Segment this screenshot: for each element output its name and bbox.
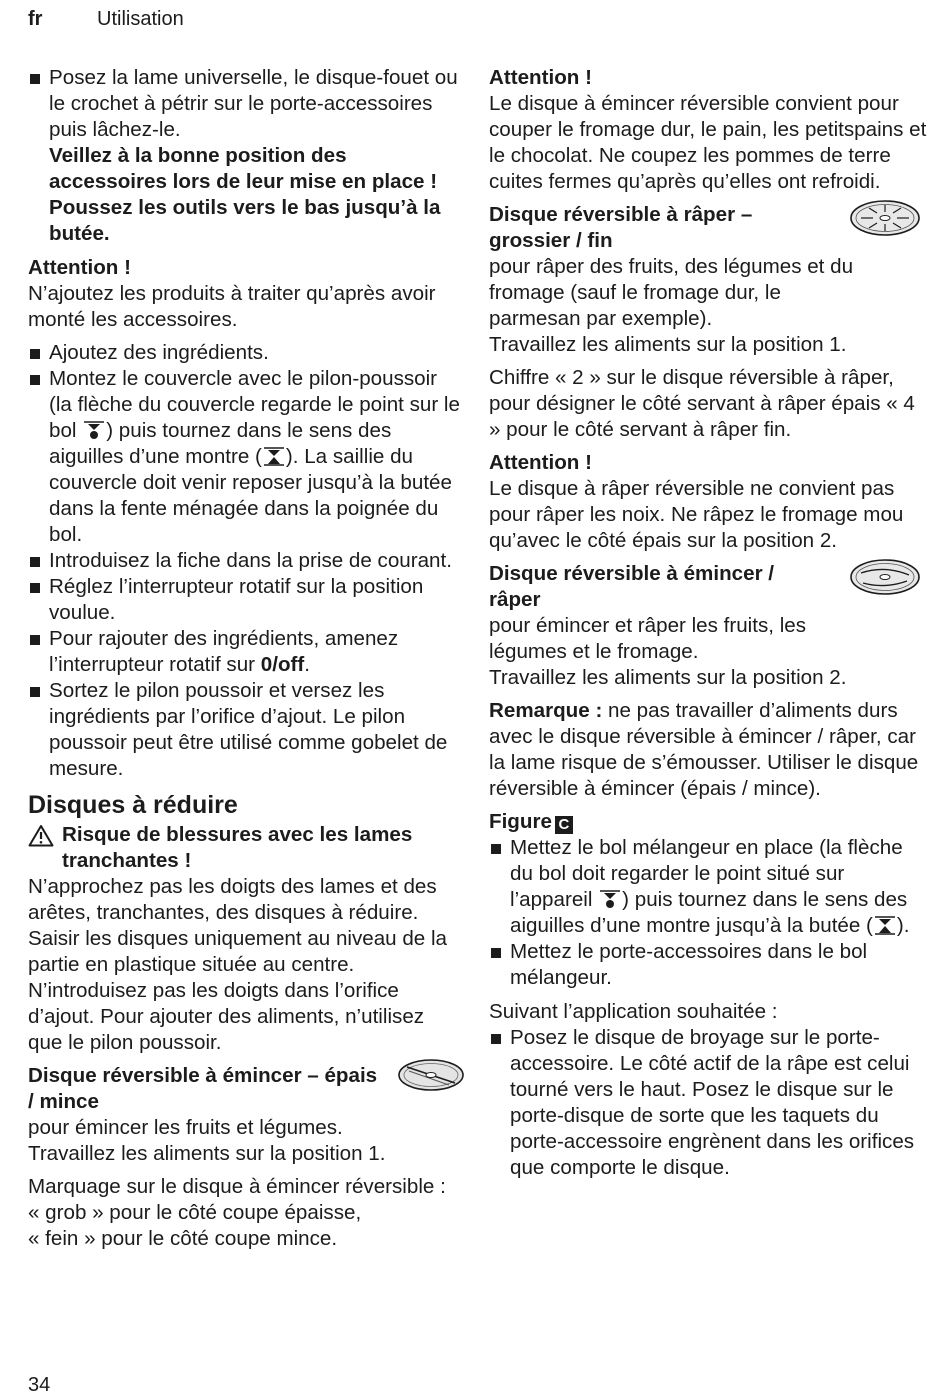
step-text: ) puis tournez dans le sens des aiguilles d’une montre jusqu’à la butée ( [510, 888, 908, 937]
step-text: Posez le disque de broyage sur le porte-accessoire. Le côté actif de la râpe est celui tourné vers le haut. Posez le disque sur le porte-disque de sorte que les taquets du porte-accessoire engrènent dans les orifices que comporte le disque. [510, 1026, 915, 1179]
assembly-steps-list [28, 65, 463, 247]
switch-position-off: 0/off [260, 653, 305, 676]
disc1-usage: pour émincer les fruits et légumes. [28, 1116, 343, 1139]
step-text: Ajoutez des ingrédients. [49, 341, 269, 364]
figure-letter-badge: C [555, 816, 573, 834]
list-item [28, 366, 463, 548]
section-title: Utilisation [97, 8, 184, 30]
disc1-section [28, 1063, 463, 1167]
slice-grate-disc-icon [849, 557, 921, 597]
step-text: Introduisez la fiche dans la prise de courant. [49, 549, 452, 572]
list-item [28, 340, 463, 366]
marking-thick: « grob » pour le côté coupe épaisse, [28, 1201, 362, 1224]
disc2-title: Disque réversible à râper – grossier / fin [489, 203, 753, 252]
step-text: Mettez le bol mélangeur en place (la flèche du bol doit regarder le point situé sur l’appareil [510, 836, 903, 911]
marking-intro: Marquage sur le disque à émincer réversible : [28, 1175, 446, 1198]
step-text: Sortez le pilon poussoir et versez les ingrédients par l’orifice d’ajout. Le pilon poussoir peut être utilisé comme gobelet de mesure. [49, 679, 448, 780]
step-text: Réglez l’interrupteur rotatif sur la position voulue. [49, 575, 424, 624]
arrow-to-dot-icon [83, 420, 105, 440]
page-header [28, 6, 184, 32]
grating-disc-icon [849, 198, 921, 238]
arrow-to-stop-icon [263, 446, 285, 466]
grater-numbering-text: Chiffre « 2 » sur le disque réversible à râper, pour désigner le côté servant à râper épais « 4 » pour le côté servant à râper fin. [489, 366, 915, 441]
disc2-usage: pour râper des fruits, des légumes et du fromage (sauf le fromage dur, le parmesan par exemple). [489, 255, 854, 330]
step-text: ). La saillie du couvercle doit venir reposer jusqu’à la butée dans la fente ménagée dans la poignée du bol. [49, 445, 452, 546]
application-steps-list [489, 1025, 929, 1181]
attention-text: Le disque à râper réversible ne convient pas pour râper les noix. Ne râpez le fromage mou qu’avec le côté épais sur la position 2. [489, 477, 904, 552]
list-item [28, 626, 463, 678]
left-column [28, 65, 463, 1252]
disc2-position: Travaillez les aliments sur la position 1. [489, 333, 847, 356]
usage-steps-list [28, 340, 463, 782]
disc1-position: Travaillez les aliments sur la position 1. [28, 1142, 386, 1165]
remark-text: ne pas travailler d’aliments durs avec le disque réversible à émincer / râper, car la lame risque de s’émousser. Utiliser le disque réversible à émincer (épais / mince). [489, 699, 919, 800]
figure-label-text: Figure [489, 810, 552, 833]
attention-label: Attention ! [489, 66, 592, 89]
slicing-disc-icon [397, 1057, 465, 1093]
step-text: . [304, 653, 310, 676]
language-code: fr [28, 8, 43, 30]
list-item [28, 678, 463, 782]
step-emphasis: Veillez à la bonne position des accessoires lors de leur mise en place ! Poussez les outils vers le bas jusqu’à la butée. [49, 144, 441, 245]
marking-thin: « fein » pour le côté coupe mince. [28, 1227, 338, 1250]
disc3-title: Disque réversible à émincer / râper [489, 562, 775, 611]
warning-triangle-icon [28, 824, 54, 847]
list-item [28, 65, 463, 247]
step-text: Montez le couvercle avec le pilon-poussoir (la flèche du couvercle regarde le point sur le bol [49, 367, 460, 442]
remark-paragraph [489, 698, 929, 802]
list-item [489, 939, 929, 991]
step-text: ) puis tournez dans le sens des aiguilles d’une montre ( [49, 419, 392, 468]
page-number: 34 [28, 1374, 51, 1396]
disc3-usage: pour émincer et râper les fruits, les légumes et le fromage. [489, 614, 807, 663]
figure-label [489, 809, 929, 835]
section-heading: Disques à réduire [28, 791, 238, 819]
right-column [489, 65, 929, 1189]
remark-label: Remarque : [489, 699, 603, 722]
step-text: Posez la lame universelle, le disque-fouet ou le crochet à pétrir sur le porte-accessoires puis lâchez-le. [49, 66, 458, 141]
attention-label: Attention ! [28, 256, 131, 279]
disc2-section [489, 202, 929, 358]
attention-text: N’ajoutez les produits à traiter qu’après avoir monté les accessoires. [28, 282, 436, 331]
warning-text: N’approchez pas les doigts des lames et des arêtes, tranchantes, des disques à réduire. Saisir les disques uniquement au niveau de la partie en plastique située au centre. N’introduisez pas les doigts dans l’orifice d’ajout. Pour ajouter des aliments, n’utilisez que le pilon poussoir. [28, 875, 448, 1054]
arrow-to-stop-icon [874, 915, 896, 935]
arrow-to-dot-icon [599, 889, 621, 909]
list-item [489, 1025, 929, 1181]
warning-title-text: Risque de blessures avec les lames tranchantes ! [62, 823, 413, 872]
list-item [28, 548, 463, 574]
list-item [489, 835, 929, 939]
step-text: Pour rajouter des ingrédients, amenez l’interrupteur rotatif sur [49, 627, 399, 676]
attention-text: Le disque à émincer réversible convient pour couper le fromage dur, le pain, les petitspains et le chocolat. Ne coupez les pommes de terre cuites fermes qu’après qu’elles ont refroidi. [489, 92, 927, 193]
list-item [28, 574, 463, 626]
disc1-title: Disque réversible à émincer – épais / mince [28, 1064, 378, 1113]
application-intro: Suivant l’application souhaitée : [489, 1000, 778, 1023]
step-text: ). [896, 914, 910, 937]
figure-steps-list [489, 835, 929, 991]
attention-label: Attention ! [489, 451, 592, 474]
disc3-section [489, 561, 929, 691]
disc3-position: Travaillez les aliments sur la position 2. [489, 666, 847, 689]
step-text: Mettez le porte-accessoires dans le bol mélangeur. [510, 940, 868, 989]
warning-title [28, 822, 463, 874]
